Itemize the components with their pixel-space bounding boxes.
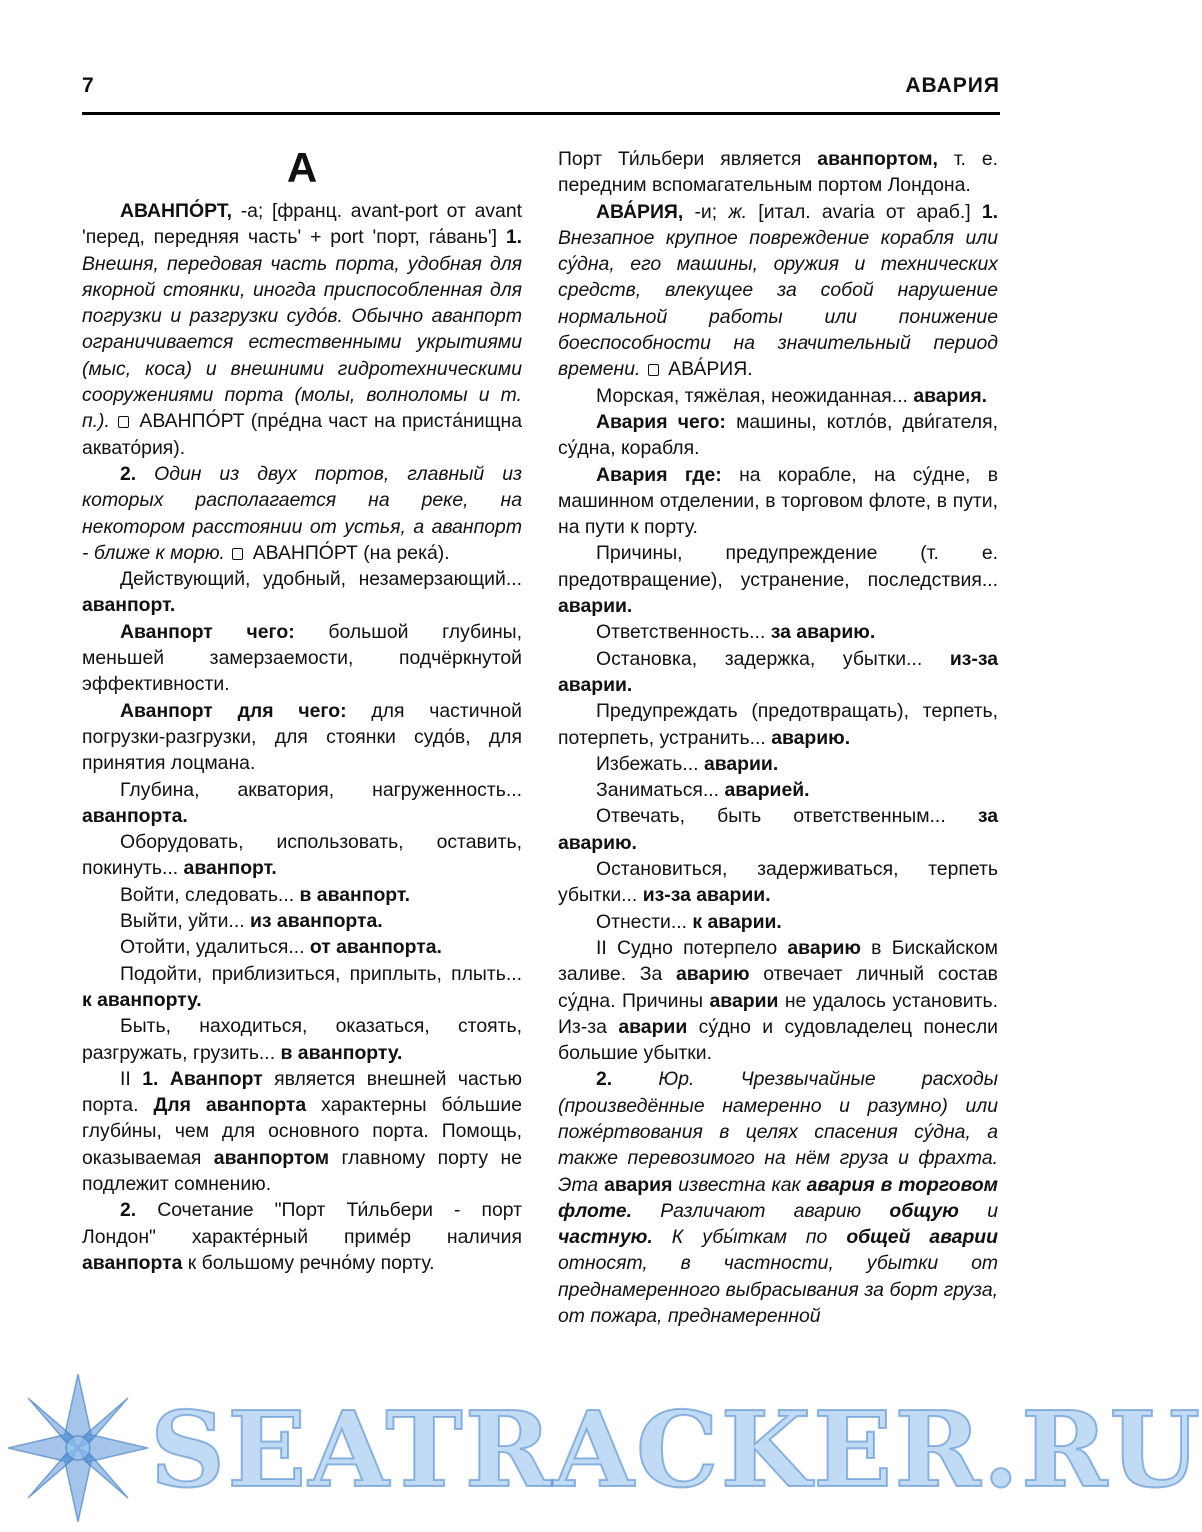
collocation: Отнести... к аварии. bbox=[596, 910, 782, 933]
entry-avariya: АВА́РИЯ, -и; ж. [итал. avaria от араб.] 1. Внезапное крупное повреждение корабля или су́дна, его машины, оружия и технических средств, влекущее за собой нарушение нормальной работы или понижение боеспособности на значительный период времени. АВА́РИЯ. bbox=[558, 200, 998, 381]
headword: АВАНПО́РТ, bbox=[120, 200, 233, 222]
collocation: Остановиться, задерживаться, терпеть убытки... из-за аварии. bbox=[558, 858, 998, 907]
collocation: Аванпорт чего: большой глубины, меньшей замерзаемости, подчёркнутой эффективности. bbox=[82, 620, 523, 696]
page-header bbox=[82, 74, 1000, 108]
right-column bbox=[558, 146, 998, 1329]
collocation: Избежать... аварии. bbox=[596, 752, 779, 775]
collocation: Ответственность... за аварию. bbox=[596, 621, 876, 644]
collocation: Морская, тяжёлая, неожиданная... авария. bbox=[596, 384, 988, 407]
compass-star-icon bbox=[8, 1374, 148, 1522]
collocation: Предупреждать (предотвращать), терпеть, потерпеть, устранить... аварию. bbox=[558, 700, 998, 749]
collocation: Авария чего: машины, котло́в, дви́гателя, су́дна, корабля. bbox=[558, 410, 998, 460]
section-letter: А bbox=[286, 144, 318, 191]
collocation: Аванпорт для чего: для частичной погрузки-разгрузки, для стоянки судо́в, для принятия лоцмана. bbox=[82, 699, 522, 775]
translation-marker-icon bbox=[648, 364, 659, 376]
entry-avanport: АВАНПО́РТ, -а; [франц. avant-port от avant 'перед, передняя часть' + port 'порт, га́вань'] 1. Внешня, передовая часть порта, удобная для якорной стоянки, иногда приспособленная для погрузки и разгрузки судо́в. Обычно аванпорт ограничивается естественными укрытиями (мыс, коса) и внешними гидротехническими сооружениями порта (молы, волноломы и т. п.). АВАНПО́РТ (пре́дна част на приста́нищна аквато́рия). bbox=[82, 200, 522, 459]
watermark-text: SEATRACKER.RU bbox=[150, 1388, 1202, 1511]
examples-continued: Порт Ти́льбери является аванпортом, т. е. передним вспомагательным портом Лондона. bbox=[558, 148, 998, 197]
collocation: Войти, следовать... в аванпорт. bbox=[120, 883, 411, 906]
collocation: Действующий, удобный, незамерзающий... аванпорт. bbox=[82, 568, 522, 617]
collocation: Глубина, акватория, нагруженность... аванпорта. bbox=[82, 778, 522, 827]
translation-marker-icon bbox=[232, 548, 243, 560]
collocation: Остановка, задержка, убытки... из-за аварии. bbox=[558, 647, 998, 696]
collocation: Отойти, удалиться... от аванпорта. bbox=[120, 936, 442, 959]
collocation: Отвечать, быть ответственным... за аварию. bbox=[558, 805, 998, 854]
sense-2: 2. Юр. Чрезвычайные расходы (произведённые намеренно и разумно) или поже́ртвования в целях спасения су́дна, а также перевозимого на нём груза и фрахта. Эта авария известна как авария в торговом флоте. Различают аварию общую и частную. К убы́ткам по общей аварии относят, в частности, убытки от преднамеренного выбрасывания за борт груза, от пожара, преднамеренной bbox=[558, 1068, 999, 1328]
collocation: Выйти, уйти... из аванпорта. bbox=[120, 910, 383, 933]
headword: АВА́РИЯ, bbox=[596, 200, 684, 223]
collocation: Причины, предупреждение (т. е. предотвращение), устранение, последствия... аварии. bbox=[558, 542, 998, 618]
collocation: Авария где: на корабле, на су́дне, в машинном отделении, в торговом флоте, в пути, на пути к порту. bbox=[558, 463, 998, 539]
running-head: АВАРИЯ bbox=[905, 74, 1000, 97]
left-column bbox=[82, 138, 522, 1276]
collocation: Подойти, приблизиться, приплыть, плыть... к аванпорту. bbox=[82, 962, 522, 1011]
collocation: Быть, находиться, оказаться, стоять, разгружать, грузить... в аванпорту. bbox=[82, 1015, 522, 1064]
examples: II 1. Аванпорт является внешней частью порта. Для аванпорта характерны бо́льшие глуби́ны, чем для основного порта. Помощь, оказываемая аванпортом главному порту не подлежит сомнению. bbox=[82, 1067, 523, 1195]
collocation: Оборудовать, использовать, оставить, покинуть... аванпорт. bbox=[82, 831, 522, 880]
collocation: Заниматься... аварией. bbox=[596, 779, 810, 802]
header-rule bbox=[82, 112, 1000, 115]
page-number: 7 bbox=[82, 74, 94, 97]
examples: 2. Сочетание "Порт Ти́льбери - порт Лондон" характе́рный приме́р наличия аванпорта к большому речно́му порту. bbox=[82, 1199, 522, 1274]
translation-marker-icon bbox=[118, 416, 129, 428]
sense-2: 2. Один из двух портов, главный из которых располагается на реке, на некотором расстоянии от устья, а аванпорт - ближе к морю. АВАНПО́РТ (на река́). bbox=[82, 462, 522, 564]
examples: II Судно потерпело аварию в Бискайском заливе. За аварию отвечает личный состав су́дна. Причины аварии не удалось установить. Из-за аварии су́дно и судовладелец понесли большие убытки. bbox=[558, 936, 998, 1065]
